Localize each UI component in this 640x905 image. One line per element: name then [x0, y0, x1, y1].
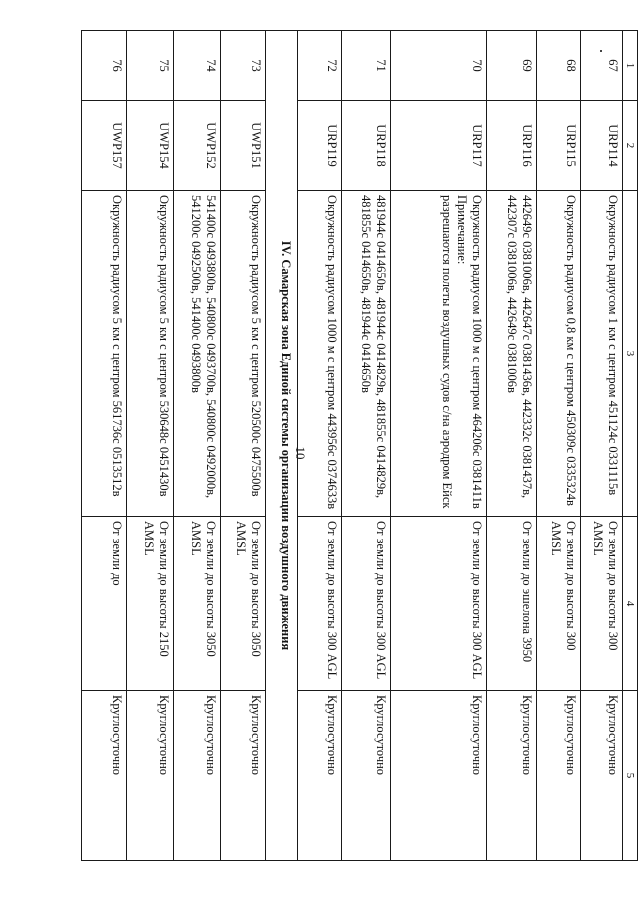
header-cell: 4 — [622, 517, 637, 691]
zone-altitude: От земли до высоты 300 AGL — [342, 517, 391, 691]
zone-area: 442649с 0381006в, 442647с 0381436в, 442332с 0381437в, 442307с 0381006в, 442649с 0381006в — [487, 191, 537, 517]
header-cell: 5 — [622, 691, 637, 861]
page-number: 10 — [293, 446, 308, 460]
zone-area: Окружность радиусом 5 км с центром 561736с 0513512в — [82, 191, 127, 517]
zone-code: UWP151 — [220, 101, 266, 191]
table-row — [487, 31, 537, 861]
zone-code: UWP152 — [174, 101, 221, 191]
table-row — [581, 31, 622, 861]
table-row — [174, 31, 221, 861]
row-number: 67 — [581, 31, 622, 101]
row-number: 75 — [126, 31, 174, 101]
table-row — [126, 31, 174, 861]
header-cell: 2 — [622, 101, 637, 191]
zone-time: Круглосуточно — [126, 691, 174, 861]
zone-area: 541400с 0493800в, 540800с 0493700в, 540800с 0492000в, 541200с 0492500в, 541400с 0493800в — [174, 191, 221, 517]
table-row — [342, 31, 391, 861]
zone-area: Окружность радиусом 0,8 км с центром 450309с 0335324в — [537, 191, 581, 517]
zone-altitude: От земли до высоты 300 AMSL — [581, 517, 622, 691]
zone-time: Круглосуточно — [174, 691, 221, 861]
zone-time: Круглосуточно — [342, 691, 391, 861]
restricted-zones-table — [81, 30, 638, 861]
zone-area: Окружность радиусом 5 км с центром 530648с 0451430в — [126, 191, 174, 517]
zone-altitude: От земли до высоты 3050 AMSL — [174, 517, 221, 691]
zone-code: UWP154 — [126, 101, 174, 191]
rotated-table-wrapper — [81, 30, 638, 860]
zone-altitude: От земли до — [82, 517, 127, 691]
zone-altitude: От земли до эшелона 3950 — [487, 517, 537, 691]
row-number: 71 — [342, 31, 391, 101]
zone-code: URP118 — [342, 101, 391, 191]
zone-time: Круглосуточно — [581, 691, 622, 861]
zone-area-with-note — [390, 191, 486, 517]
zone-altitude: От земли до высоты 300 AGL — [297, 517, 341, 691]
row-number: 69 — [487, 31, 537, 101]
zone-altitude: От земли до высоты 2150 AMSL — [126, 517, 174, 691]
zone-code: URP117 — [390, 101, 486, 191]
zone-code: UWP157 — [82, 101, 127, 191]
row-number: 74 — [174, 31, 221, 101]
zone-area: Окружность радиусом 1000 м с центром 464206с 0381411в — [470, 195, 485, 509]
table-row — [390, 31, 486, 861]
zone-code: URP116 — [487, 101, 537, 191]
zone-area: Окружность радиусом 5 км с центром 520500с 0475500в — [220, 191, 266, 517]
zone-area: Окружность радиусом 1000 м с центром 443956с 0374633в — [297, 191, 341, 517]
zone-altitude: От земли до высоты 3050 AMSL — [220, 517, 266, 691]
zone-time: Круглосуточно — [82, 691, 127, 861]
table-row — [297, 31, 341, 861]
table-row — [537, 31, 581, 861]
zone-code: URP114 — [581, 101, 622, 191]
zone-time: Круглосуточно — [390, 691, 486, 861]
row-number: 68 — [537, 31, 581, 101]
table-row — [82, 31, 127, 861]
header-row — [622, 31, 637, 861]
row-number: 76 — [82, 31, 127, 101]
zone-altitude: От земли до высоты 300 AGL — [390, 517, 486, 691]
zone-time: Круглосуточно — [297, 691, 341, 861]
zone-time: Круглосуточно — [537, 691, 581, 861]
zone-time: Круглосуточно — [487, 691, 537, 861]
note-label: Примечание: — [455, 195, 470, 265]
table-row — [220, 31, 266, 861]
row-number: 73 — [220, 31, 266, 101]
row-number: 70 — [390, 31, 486, 101]
zone-code: URP119 — [297, 101, 341, 191]
zone-altitude: От земли до высоты 300 AMSL — [537, 517, 581, 691]
header-cell: 3 — [622, 191, 637, 517]
zone-area: 481944с 0414650в, 481944с 0414829в, 481855с 0414829в, 481855с 0414650в, 481944с 0414650в — [342, 191, 391, 517]
zone-area: Окружность радиусом 1 км с центром 451124с 0331115в — [581, 191, 622, 517]
zone-code: URP115 — [537, 101, 581, 191]
note-text: разрешаются полеты воздушных судов с/на аэродром Ейск — [440, 195, 455, 509]
section-title: IV. Самарская зона Единой системы организации воздушного движения — [266, 31, 297, 861]
zone-time: Круглосуточно — [220, 691, 266, 861]
row-number: 72 — [297, 31, 341, 101]
section-row — [266, 31, 297, 861]
header-cell: 1 — [622, 31, 637, 101]
